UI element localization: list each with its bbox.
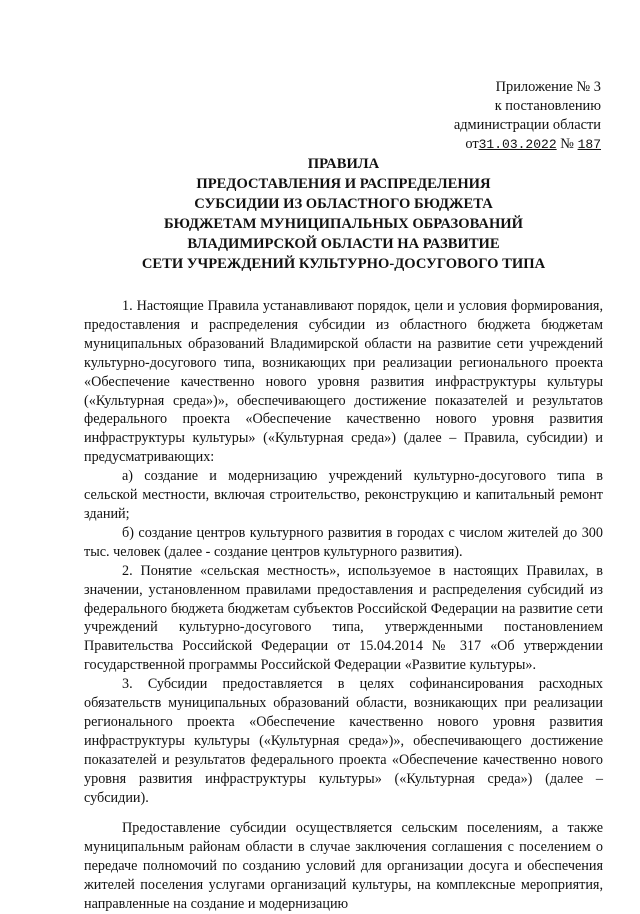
date-value: 31.03.2022 bbox=[478, 137, 557, 152]
document-body bbox=[84, 297, 603, 914]
paragraph-2: 2. Понятие «сельская местность», используемое в настоящих Правилах, в значении, установленном правилами предоставления и распределения субсидий из федерального бюджета бюджетам субъектов Российской Федерации на развитие сети учреждений культурно-досугового типа, утвержденными постановлением Правительства Российской Федерации от 15.04.2014 № 317 «Об утверждении государственной программы Российской Федерации «Развитие культуры». bbox=[84, 562, 603, 674]
title-line-3: СУБСИДИИ ИЗ ОБЛАСТНОГО БЮДЖЕТА bbox=[194, 196, 493, 212]
title-line-6: СЕТИ УЧРЕЖДЕНИЙ КУЛЬТУРНО-ДОСУГОВОГО ТИПА bbox=[141, 256, 546, 272]
number-prefix: № bbox=[560, 136, 574, 152]
paragraph-1a: а) создание и модернизацию учреждений культурно-досугового типа в сельской местности, включая строительство, реконструкцию и капитальный ремонт зданий; bbox=[84, 468, 603, 522]
title-line-2: ПРЕДОСТАВЛЕНИЯ И РАСПРЕДЕЛЕНИЯ bbox=[196, 176, 491, 192]
paragraph-1b: б) создание центров культурного развития в городах с числом жителей до 300 тыс. человек (далее - создание центров культурного развития). bbox=[84, 524, 603, 560]
document-title bbox=[84, 154, 603, 274]
paragraph-3: 3. Субсидии предоставляется в целях софинансирования расходных обязательств муниципальных образований области, возникающих при реализации регионального проекта «Обеспечение качественно нового уровня развития инфраструктуры культуры («Культурная среда»)», обеспечивающего достижение показателей и результатов федерального проекта «Обеспечение качественно нового уровня развития инфраструктуры культуры» («Культурная среда») (далее – субсидии). bbox=[84, 676, 603, 806]
paragraph-3-continued: Предоставление субсидии осуществляется сельским поселениям, а также муниципальным районам области в случае заключения соглашения с поселением о передаче полномочий по созданию условий для организации досуга и обеспечения жителей поселения услугами организаций культуры, на комплексные мероприятия, направленные на создание и модернизацию bbox=[84, 820, 603, 913]
appendix-number: Приложение № 3 bbox=[495, 79, 601, 95]
appendix-resolution-ref: к постановлению bbox=[494, 98, 601, 114]
number-value: 187 bbox=[577, 137, 601, 152]
title-line-4: БЮДЖЕТАМ МУНИЦИПАЛЬНЫХ ОБРАЗОВАНИЙ bbox=[163, 216, 523, 232]
appendix-authority: администрации области bbox=[453, 117, 601, 133]
paragraph-1: 1. Настоящие Правила устанавливают порядок, цели и условия формирования, предоставления и распределения субсидии из областного бюджета бюджетам муниципальных образований Владимирской области на развитие сети учреждений культурно-досугового типа, возникающих при реализации регионального проекта «Обеспечение качественно нового уровня развития инфраструктуры культуры («Культурная среда»)», обеспечивающего достижение показателей и результатов федерального проекта «Обеспечение качественно нового уровня развития инфраструктуры культуры» («Культурная среда») (далее – Правила, субсидии) и предусматривающих: bbox=[84, 298, 603, 466]
appendix-date-line bbox=[84, 135, 601, 154]
date-prefix: от bbox=[465, 136, 479, 152]
title-line-5: ВЛАДИМИРСКОЙ ОБЛАСТИ НА РАЗВИТИЕ bbox=[187, 236, 500, 252]
title-line-1: ПРАВИЛА bbox=[307, 156, 380, 172]
appendix-block bbox=[84, 78, 601, 154]
